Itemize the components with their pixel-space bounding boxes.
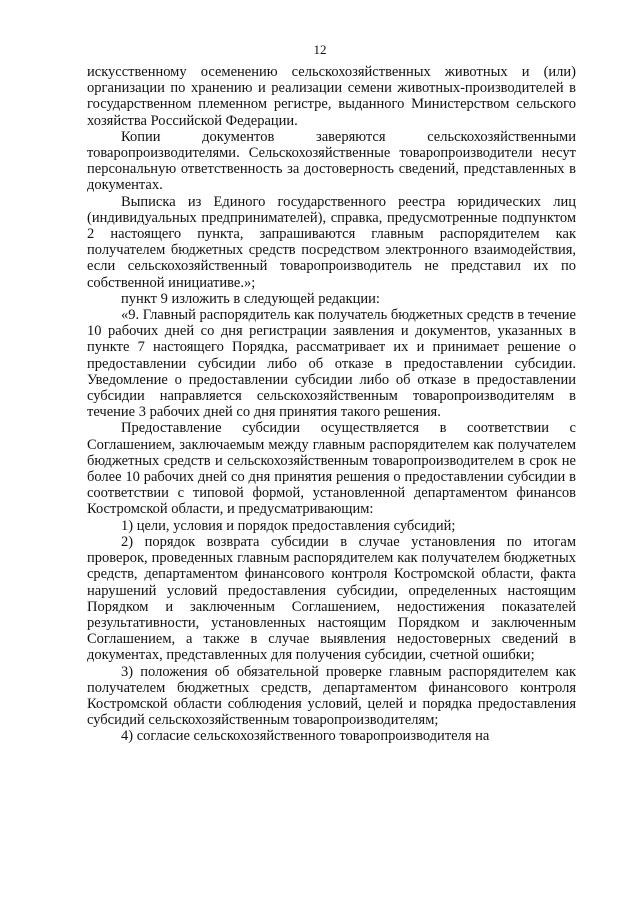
paragraph-continuation: искусственному осеменению сельскохозяйственных животных и (или) организации по хранению и реализации семени животных-производителей в государственном племенном регистре, выданного Министерством сельского хозяйства Российской Федерации. — [87, 64, 576, 129]
paragraph-document-copies: Копии документов заверяются сельскохозяйственными товаропроизводителями. Сельскохозяйственные товаропроизводители несут персональную ответственность за достоверность сведений, представленных в документах. — [87, 128, 576, 194]
list-item-2: 2) порядок возврата субсидии в случае установления по итогам проверок, проведенных главным распорядителем как получателем бюджетных средств, департаментом финансового контроля Костромской области, факта нарушений условий предоставления субсидии, определенных настоящим Порядком и заключенным Соглашением, недостижения показателей результативности, установленных настоящим Порядком и заключенным Соглашением, а также в случае выявления недостоверных сведений в документах, представленных для получения субсидии, счетной ошибки; — [87, 533, 576, 664]
list-item-1: 1) цели, условия и порядок предоставления субсидий; — [121, 517, 456, 534]
paragraph-item-9-intro: пункт 9 изложить в следующей редакции: — [121, 290, 380, 307]
paragraph-item-9: «9. Главный распорядитель как получатель бюджетных средств в течение 10 рабочих дней со дня регистрации заявления и документов, указанных в пункте 7 настоящего Порядка, рассматривает их и принимает решение о предоставлении субсидии либо об отказе в предоставлении субсидии. Уведомление о предоставлении субсидии либо об отказе в предоставлении субсидии направляется сельскохозяйственным товаропроизводителям в течение 3 рабочих дней со дня принятия такого решения. — [87, 307, 576, 421]
page-number: 12 — [313, 42, 327, 57]
list-item-3: 3) положения об обязательной проверке главным распорядителем как получателем бюджетных средств, департаментом финансового контроля Костромской области соблюдения условий, целей и порядка предоставления субсидий сельскохозяйственным товаропроизводителям; — [87, 663, 576, 729]
paragraph-agreement: Предоставление субсидии осуществляется в соответствии с Соглашением, заключаемым между главным распорядителем как получателем бюджетных средств и сельскохозяйственным товаропроизводителем в срок не более 10 рабочих дней со дня принятия решения о предоставлении субсидии в соответствии с типовой формой, установленной департаментом финансов Костромской области, и предусматривающим: — [87, 420, 576, 518]
paragraph-registry-extract: Выписка из Единого государственного реестра юридических лиц (индивидуальных предпринимателей), справка, предусмотренные подпунктом 2 настоящего пункта, запрашиваются главным распорядителем как получателем бюджетных средств посредством электронного взаимодействия, если сельскохозяйственный товаропроизводитель не представил их по собственной инициативе.»; — [87, 193, 576, 291]
document-body — [87, 64, 576, 745]
list-item-4: 4) согласие сельскохозяйственного товаропроизводителя на — [121, 728, 490, 745]
